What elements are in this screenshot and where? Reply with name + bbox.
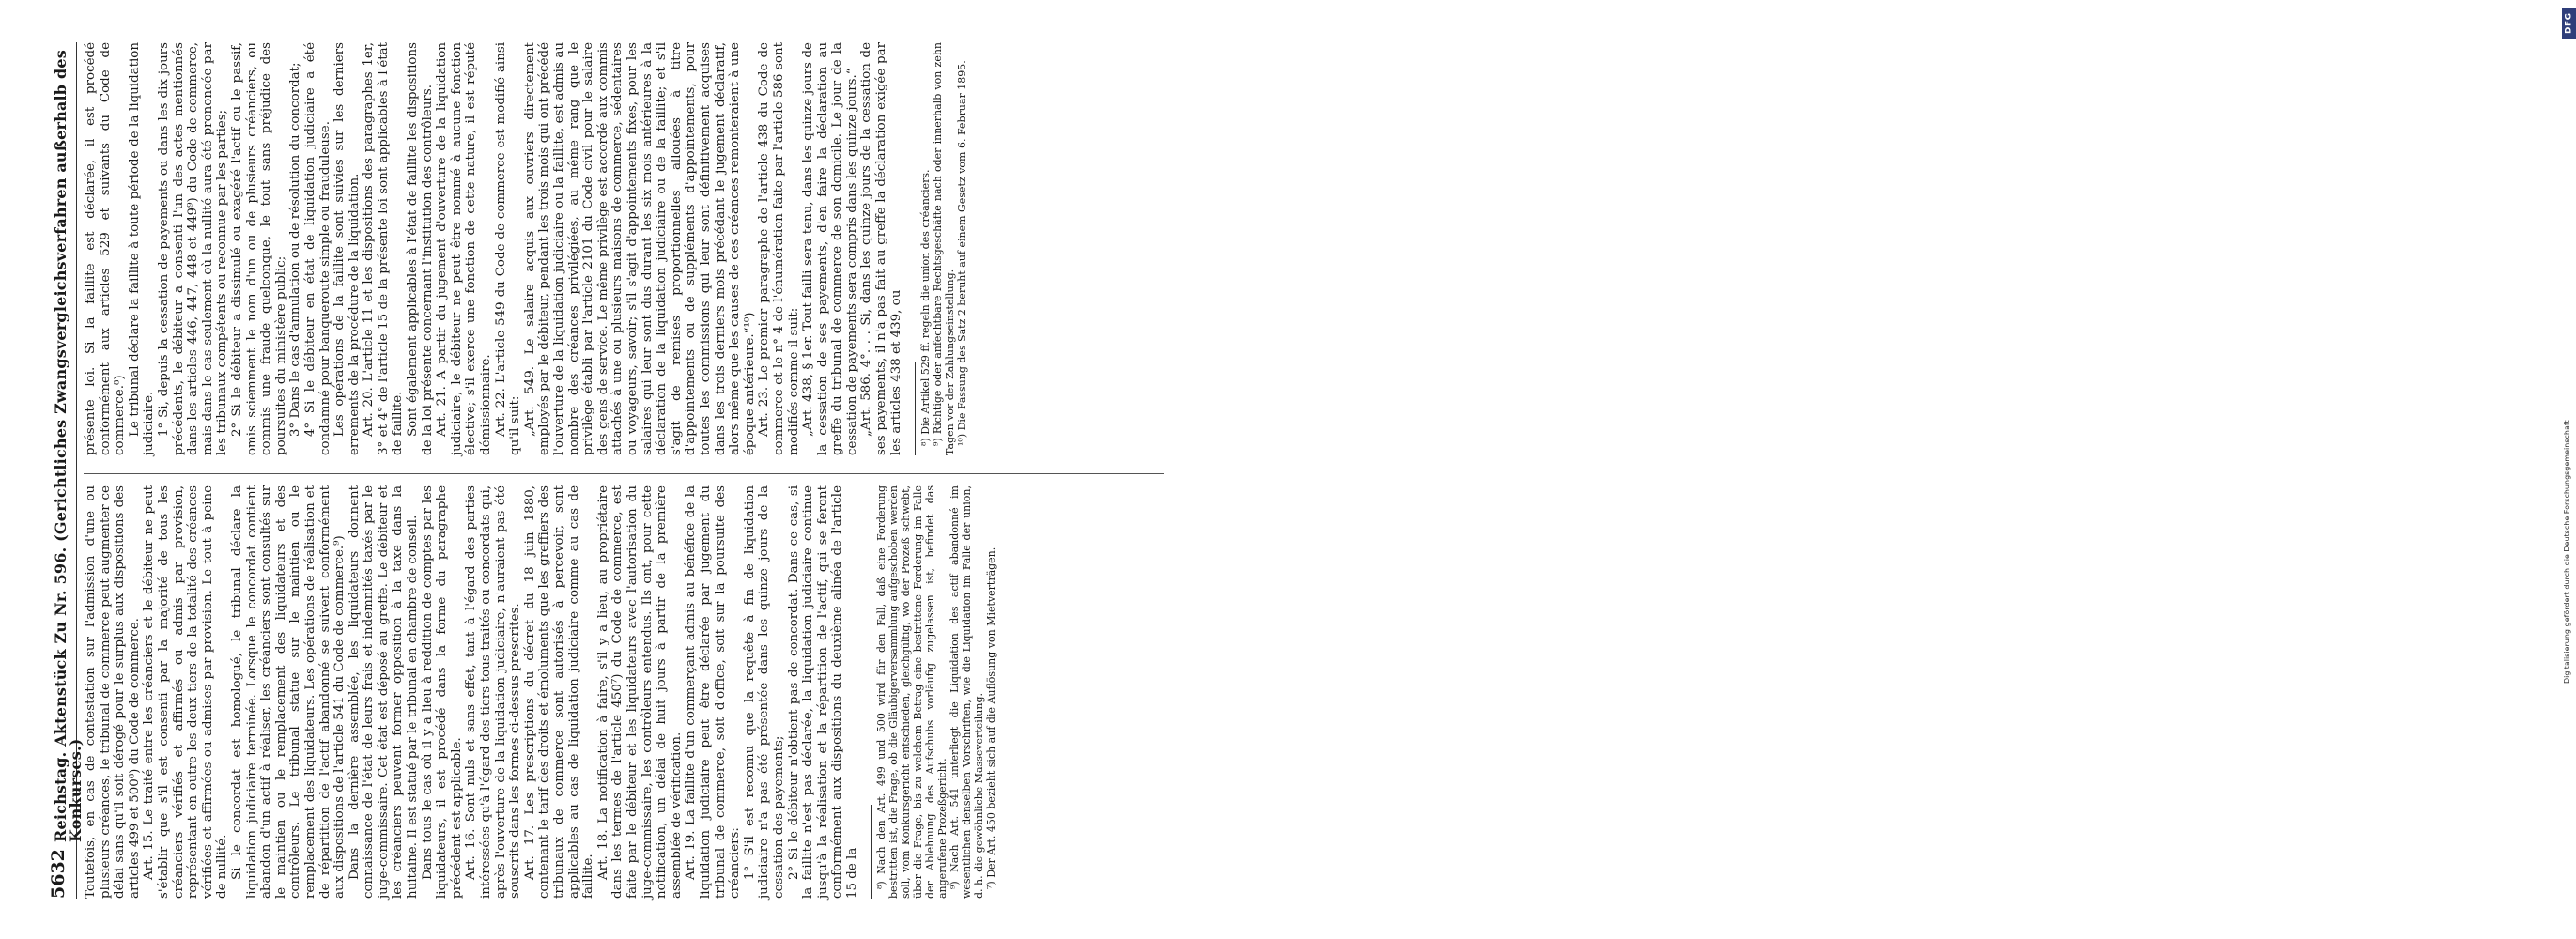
footnote: ⁸) Die Artikel 529 ff. regeln die union des créanciers. [919,169,933,446]
paragraph: Art. 18. La notification à faire, s'il y a lieu, au propriétaire dans les termes de l'article 450⁷) du Code de commerce, est faite par le débiteur et les liquidateurs avec l'autorisation du juge-commissaire, les contrôleurs entendus. Ils ont, pour cette notification, un délai de huit jours à partir de la première assemblée de vérification. [595,485,684,899]
footnote: ⁹) Nach Art. 541 unterliegt die Liquidation des actif abandonné im wesentlichen denselben Vorschriften, wie die Liquidation im Falle der union, d. h. die gewöhnliche Masseverteilung. [949,485,986,899]
paragraph: présente loi. Si la faillite est déclarée, il est procédé conformément aux articles 529 et suivants du Code de commerce.⁸) [84,42,128,455]
column-divider [84,473,1164,474]
paragraph: 4° Si le débiteur en état de liquidation judiciaire a été condamné pour banqueroute simple ou frauduleuse. [302,42,332,455]
footnotes [875,485,997,899]
paragraph: Art. 19. La faillite d'un commerçant admis au bénéfice de la liquidation judiciaire peut être déclarée par jugement du tribunal de commerce, soit d'office, soit sur la poursuite des créanciers: [684,485,743,899]
paragraph: „Art. 438, § 1er. Tout failli sera tenu, dans les quinze jours de la cessation de ses payements, d'en faire la déclaration au greffe du tribunal de commerce de son domicile. Le jour de la cessation de payements sera compris dans les quinze jours.“ [801,42,859,455]
footnote-rule [871,805,872,899]
dfg-side-strip [1279,0,2574,939]
paragraph: 1° S'il est reconnu que la requête à fin de liquidation judiciaire n'a pas été présentée dans les quinze jours de la cessation des payements; [742,485,786,899]
dfg-logo: DFG [2562,8,2576,39]
paragraph: Art. 20. L'article 11 et les dispositions des paragraphes 1er, 3° et 4° de l'article 15 de la présente loi sont applicables à l'état de faillite. [362,42,406,455]
footnote: ¹⁰) Die Fassung des Satz 2 beruht auf einem Gesetz vom 6. Februar 1895. [956,60,969,446]
paragraph: 3° Dans le cas d'annulation ou de résolution du concordat; [288,62,303,437]
page-title: Reichstag. Aktenstück Zu Nr. 596. (Gerichtliches Zwangsvergleichsverfahren außerhalb des Konkurses.) [52,50,85,842]
paragraph: Art. 15. Le traité entre les créanciers et le débiteur ne peut s'établir que s'il est consenti par la majorité de tous les créanciers vérifiés et affirmés ou admis par provision, représentant en outre les deux tiers de la totalité des créances vérifiées et affirmées ou admises par provision. Le tout à peine de nullité. [142,485,230,899]
footnotes [919,42,968,455]
dfg-credit-text: Digitalisierung gefördert durch die Deutsche Forschungsgemeinschaft [2563,420,2571,684]
paragraph: Dans tous le cas où il y a lieu à reddition de comptes par les liquidateurs, il est procédé dans la forme du paragraphe précédent est applicable. [420,485,464,899]
left-column [84,485,997,899]
right-column [84,42,968,455]
page-header [48,42,85,899]
paragraph: Sont également applicables à l'état de faillite les dispositions de la loi présente concernant l'institution des contrôleurs. [406,42,435,455]
paragraph: 2° Si le débiteur a dissimulé ou exagéré l'actif ou le passif, omis sciemment le nom d'un ou de plusieurs créanciers, ou commis une fraude quelconque, le tout sans préjudice des poursuites du ministère public; [229,42,288,455]
paragraph: Art. 23. Le premier paragraphe de l'article 438 du Code de commerce et le n° 4 de l'énumération faite par l'article 586 sont modifiés comme il suit: [757,42,801,455]
paragraph: Art. 21. A partir du jugement d'ouverture de la liquidation judiciaire, le débiteur ne peut être nommé à aucune fonction élective; s'il exerce une fonction de cette nature, il est réputé démissionnaire. [435,42,494,455]
paragraph: „Art. 586. 4°. . . Si, dans les quinze jours de la cessation de ses payements, il n'a pas fait au greffe la déclaration exigée par les articles 438 et 439, ou [859,42,903,455]
document-page [31,23,1224,916]
page-number: 5632 [48,849,69,899]
paragraph: 1° Si, depuis la cessation de payements ou dans les dix jours précédents, le débiteur a consenti l'un des actes mentionnés dans les articles 446, 447, 448 et 449⁹) du Code de commerce, mais dans le cas seulement où la nullité aura été prononcée par les tribunaux compétents ou reconnue par les parties; [156,42,230,455]
paragraph: Dans la dernière assemblée, les liquidateurs donnent connaissance de l'état de leurs frais et indemnités taxés par le juge-commissaire. Cet état est déposé au greffe. Le débiteur et les créanciers peuvent former opposition à la taxe dans la huitaine. Il est statué par le tribunal en chambre de conseil. [347,485,421,899]
footnote-rule [915,362,916,455]
paragraph: „Art. 549. Le salaire acquis aux ouvriers directement employés par le débiteur, pendant les trois mois qui ont précédé l'ouverture de la liquidation judiciaire ou la faillite, est admis au nombre des créances privilégiées, au même rang que le privilège établi par l'article 2101 du Code civil pour le salaire des gens de service. Le même privilège est accordé aux commis attachés à une ou plusieurs maisons de commerce, sédentaires ou voyageurs, savoir; s'il s'agit d'appointements fixes, pour les salaires qui leur sont dus durant les six mois antérieures à la déclaration de la liquidation judiciaire ou de la faillite; et s'il s'agit de remises proportionnelles allouées à titre d'appointements ou de suppléments d'appointements, pour toutes les commissions qui leur sont définitivement acquises dans les trois derniers mois précédant le jugement déclaratif, alors même que les causes de ces créances remonteraient à une époque antérieure.“¹⁰) [522,42,757,455]
paragraph: Art. 17. Les prescriptions du décret du 18 juin 1880, contenant le tarif des droits et émoluments que les greffiers des tribunaux de commerce sont autorisés à percevoir, sont applicables au cas de liquidation judiciaire comme au cas de faillite. [522,485,596,899]
paragraph: Les opérations de la faillite sont suivies sur les derniers errements de la procédure de la liquidation. [332,42,362,455]
paragraph: Le tribunal déclare la faillite à toute période de la liquidation judiciaire. [127,42,157,455]
paragraph: Toutefois, en cas de contestation sur l'admission d'une ou plusieurs créances, le tribunal de commerce peut augmenter ce délai sans qu'il soit dérogé pour le surplus aux dispositions des articles 499 et 500⁸) du Code de commerce. [84,485,142,899]
footnote: ⁹) Richtige oder anfechtbare Rechtsgeschäfte nach oder innerhalb von zehn Tagen vor der Zahlungseinstellung. [932,42,957,455]
footnote: ⁷) Der Art. 450 bezieht sich auf die Auflösung von Mietverträgen. [985,546,998,889]
paragraph: Art. 16. Sont nuls et sans effet, tant à l'égard des parties intéressées qu'à l'égard des tiers tous traités ou concordats qui, après l'ouverture de la liquidation judiciaire, n'auraient pas été souscrits dans les formes ci-dessus prescrites. [464,485,523,899]
paragraph: Si le concordat est homologué, le tribunal déclare la liquidation judiciaire terminée. Lorsque le concordat contient abandon d'un actif à réaliser, les créanciers sont consultés sur le maintien ou le remplacement des liquidateurs et des contrôleurs. Le tribunal statue sur le maintien ou le remplacement des liquidateurs. Les opérations de réalisation et de répartition de l'actif abandonné se suivent conformément aux dispositions de l'article 541 du Code de commerce.⁹) [229,485,347,899]
paragraph: 2° Si le débiteur n'obtient pas de concordat. Dans ce cas, si la faillite n'est pas déclarée, la liquidation judiciaire continue jusqu'à la réalisation et la répartition de l'actif, qui se feront conformément aux dispositions du deuxième alinéa de l'article 15 de la [786,485,859,899]
footnote: ⁸) Nach den Art. 499 und 500 wird für den Fall, daß eine Forderung bestritten ist, die Frage, ob die Gläubigerversammlung aufgeschoben werden soll, vom Konkursgericht entschieden, gleichgültig, wo der Prozeß schwebt, über die Frage, bis zu welchem Betrag eine bestrittene Forderung im Falle der Ablehnung des Aufschubs vorläufig zugelassen ist, befindet das angerufene Prozeßgericht. [875,485,949,899]
paragraph: Art. 22. L'article 549 du Code de commerce est modifié ainsi qu'il suit: [493,42,523,455]
